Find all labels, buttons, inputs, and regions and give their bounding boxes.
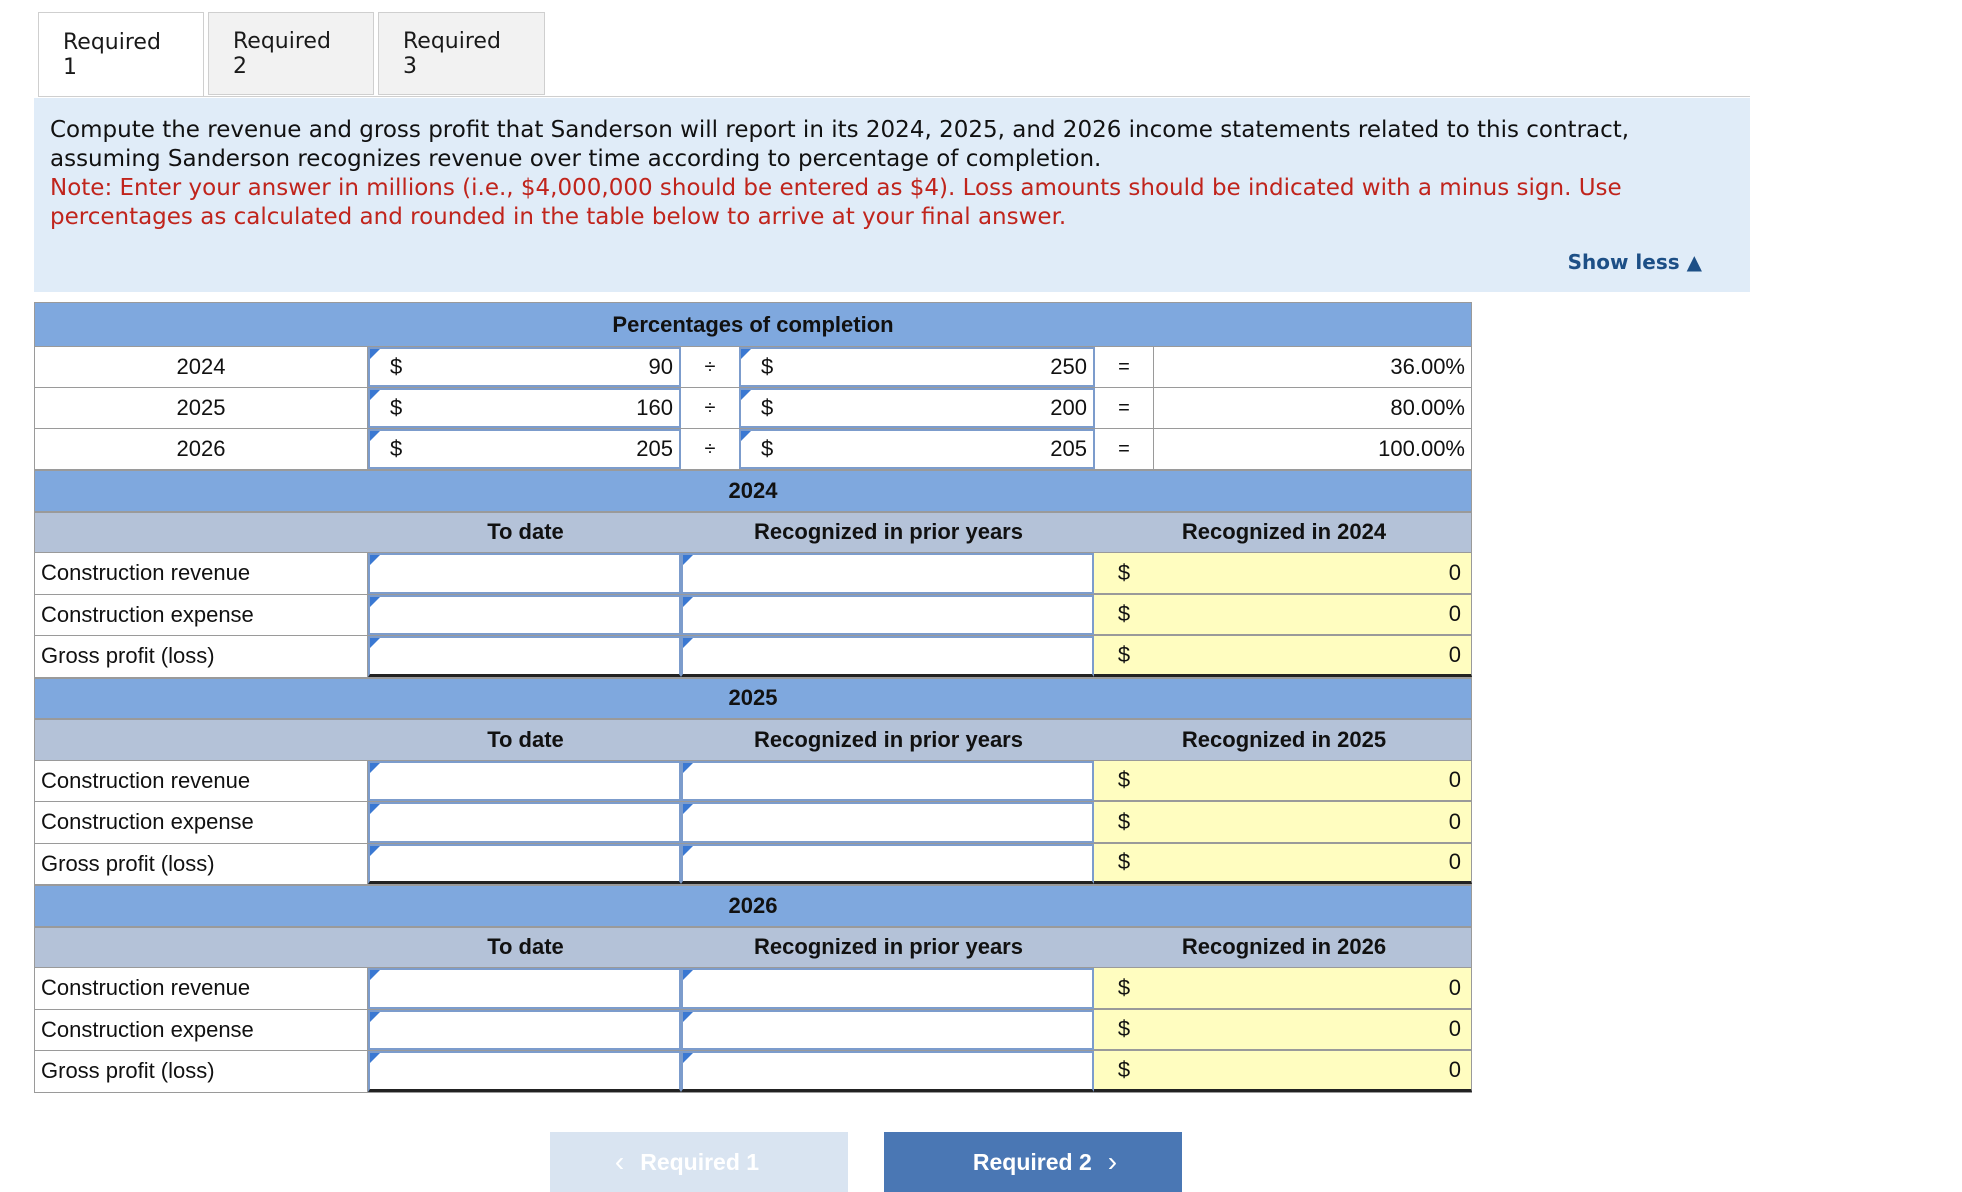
row-label: Construction expense [34, 802, 368, 843]
section-year: 2025 [728, 685, 778, 711]
numerator-value: 205 [636, 436, 673, 461]
current-year-header: Recognized in 2025 [1181, 726, 1387, 752]
equals-symbol: = [1118, 396, 1130, 419]
tab-required-1[interactable]: Required 1 [38, 12, 204, 97]
prior-years-input[interactable] [681, 1051, 1094, 1092]
tab-required-2[interactable]: Required 2 [208, 12, 374, 95]
equals-symbol: = [1118, 355, 1130, 378]
table-row [34, 553, 1472, 595]
instructions-panel [34, 98, 1750, 292]
table-row [34, 761, 1472, 803]
divide-symbol: ÷ [704, 355, 716, 378]
currency-symbol: $ [1094, 968, 1154, 1009]
section-year: 2024 [728, 477, 778, 503]
equals-symbol: = [1118, 437, 1130, 460]
year-band [34, 470, 1472, 512]
chevron-right-icon: › [1107, 1146, 1118, 1177]
currency-symbol: $ [1094, 636, 1154, 677]
denominator-value: 200 [1050, 395, 1087, 420]
current-year-value: 0 [1154, 636, 1472, 677]
denominator-input[interactable] [739, 388, 1095, 428]
year-band [34, 678, 1472, 720]
currency-symbol: $ [390, 354, 403, 379]
divide-symbol: ÷ [704, 437, 716, 460]
to-date-header: To date [487, 519, 564, 545]
current-year-header: Recognized in 2024 [1181, 519, 1387, 545]
prior-years-header: Recognized in prior years [754, 934, 1023, 960]
percent-title: Percentages of completion [612, 311, 894, 337]
currency-symbol: $ [1094, 1051, 1154, 1092]
currency-symbol: $ [1094, 802, 1154, 843]
instructions-note: Note: Enter your answer in millions (i.e., $4,000,000 should be entered as $4). Loss amounts should be indicated with a minus sign. Use percentages as calculated and rounded in the table below to arrive at your final answer. [50, 175, 1622, 230]
percent-result: 100.00% [1153, 429, 1472, 469]
current-year-header: Recognized in 2026 [1181, 934, 1387, 960]
percent-result: 36.00% [1153, 347, 1472, 387]
to-date-input[interactable] [368, 1051, 681, 1092]
prior-years-input[interactable] [681, 636, 1094, 677]
to-date-input[interactable] [368, 636, 681, 677]
to-date-header: To date [487, 934, 564, 960]
currency-symbol: $ [390, 436, 403, 461]
prev-button-label: Required 1 [640, 1148, 760, 1175]
instructions-text: Compute the revenue and gross profit that Sanderson will report in its 2024, 2025, and 2026 income statements related to this contract, assuming Sanderson recognizes revenue over time according to percentage of completion. [50, 117, 1630, 172]
year-label: 2025 [34, 388, 368, 428]
percent-row [34, 347, 1472, 388]
current-year-value: 0 [1154, 802, 1472, 843]
currency-symbol: $ [761, 395, 774, 420]
row-label: Construction expense [34, 595, 368, 636]
to-date-input[interactable] [368, 761, 681, 802]
percent-row [34, 429, 1472, 470]
currency-symbol: $ [1094, 595, 1154, 636]
prior-years-input[interactable] [681, 844, 1094, 885]
show-less-label: Show less [1567, 250, 1680, 274]
tab-bar [38, 12, 545, 97]
section-year: 2026 [728, 892, 778, 918]
current-year-value: 0 [1154, 1010, 1472, 1051]
denominator-value: 205 [1050, 436, 1087, 461]
year-label: 2024 [34, 347, 368, 387]
currency-symbol: $ [1094, 553, 1154, 594]
divide-symbol: ÷ [704, 396, 716, 419]
current-year-value: 0 [1154, 1051, 1472, 1092]
currency-symbol: $ [1094, 1010, 1154, 1051]
currency-symbol: $ [390, 395, 403, 420]
denominator-input[interactable] [739, 347, 1095, 387]
prior-years-input[interactable] [681, 1010, 1094, 1051]
table-row [34, 595, 1472, 637]
to-date-input[interactable] [368, 1010, 681, 1051]
prior-years-input[interactable] [681, 968, 1094, 1009]
numerator-input[interactable] [368, 429, 681, 469]
triangle-up-icon: ▲ [1679, 250, 1702, 274]
currency-symbol: $ [1094, 844, 1154, 885]
to-date-input[interactable] [368, 553, 681, 594]
prior-years-header: Recognized in prior years [754, 519, 1023, 545]
table-row [34, 844, 1472, 886]
chevron-left-icon: ‹ [614, 1146, 625, 1177]
row-label: Construction revenue [34, 761, 368, 802]
column-headers [34, 719, 1472, 761]
table-row [34, 1010, 1472, 1052]
table-row [34, 802, 1472, 844]
year-label: 2026 [34, 429, 368, 469]
to-date-input[interactable] [368, 802, 681, 843]
row-label: Construction revenue [34, 553, 368, 594]
table-row [34, 968, 1472, 1010]
numerator-value: 90 [648, 354, 673, 379]
numerator-input[interactable] [368, 388, 681, 428]
to-date-input[interactable] [368, 595, 681, 636]
next-button[interactable] [884, 1132, 1182, 1192]
prior-years-header: Recognized in prior years [754, 726, 1023, 752]
to-date-header: To date [487, 726, 564, 752]
denominator-value: 250 [1050, 354, 1087, 379]
current-year-value: 0 [1154, 844, 1472, 885]
blank-header [35, 513, 369, 553]
current-year-value: 0 [1154, 968, 1472, 1009]
next-button-label: Required 2 [972, 1148, 1092, 1175]
blank-header [35, 720, 369, 760]
prior-years-input[interactable] [681, 761, 1094, 802]
blank-header [35, 928, 369, 968]
currency-symbol: $ [761, 354, 774, 379]
percent-header [34, 302, 1472, 347]
to-date-input[interactable] [368, 968, 681, 1009]
tab-required-3[interactable]: Required 3 [378, 12, 545, 95]
prior-years-input[interactable] [681, 595, 1094, 636]
percent-row [34, 388, 1472, 429]
table-row [34, 636, 1472, 678]
row-label: Gross profit (loss) [34, 636, 368, 677]
currency-symbol: $ [761, 436, 774, 461]
prev-button[interactable] [550, 1132, 848, 1192]
to-date-input[interactable] [368, 844, 681, 885]
percent-result: 80.00% [1153, 388, 1472, 428]
row-label: Gross profit (loss) [34, 1051, 368, 1092]
row-label: Gross profit (loss) [34, 844, 368, 885]
numerator-value: 160 [636, 395, 673, 420]
column-headers [34, 927, 1472, 969]
current-year-value: 0 [1154, 553, 1472, 594]
show-less-link[interactable] [1568, 250, 1702, 274]
year-band [34, 885, 1472, 927]
current-year-value: 0 [1154, 761, 1472, 802]
row-label: Construction expense [34, 1010, 368, 1051]
denominator-input[interactable] [739, 429, 1095, 469]
current-year-value: 0 [1154, 595, 1472, 636]
prior-years-input[interactable] [681, 553, 1094, 594]
column-headers [34, 512, 1472, 554]
answer-table [34, 302, 1472, 1093]
row-label: Construction revenue [34, 968, 368, 1009]
table-row [34, 1051, 1472, 1093]
prior-years-input[interactable] [681, 802, 1094, 843]
currency-symbol: $ [1094, 761, 1154, 802]
numerator-input[interactable] [368, 347, 681, 387]
tab-divider [38, 96, 1750, 97]
